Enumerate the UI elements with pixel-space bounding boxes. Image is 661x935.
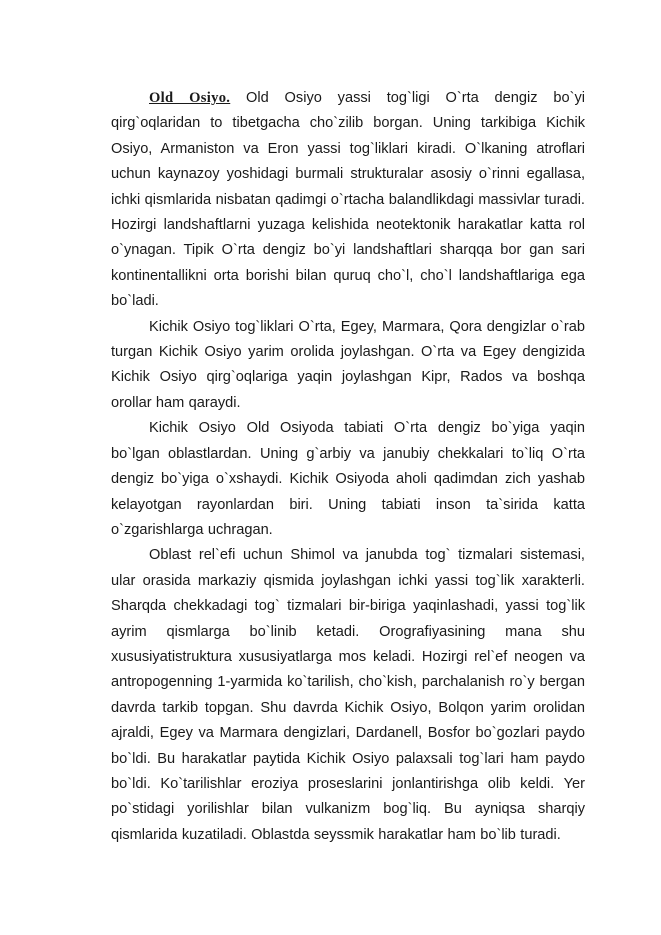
paragraph-text: Old Osiyo yassi tog`ligi O`rta dengiz bo`yi qirg`oqlaridan to tibetgacha cho`zilib borgan. Uning tarkibiga Kichik Osiyo, Armaniston va Eron yassi tog`liklari kiradi. O`lkaning atroflari uchun kaynazoy yoshidagi burmali strukturalar asosiy o`rinni egallasa, ichki qismlarida nisbatan qadimgi o`rtacha balandlikdagi massivlar turadi. Hozirgi landshaftlarni yuzaga kelishida neotektonik harakatlar katta rol o`ynagan. Tipik O`rta dengiz bo`yi landshaftlari sharqqa bor gan sari kontinentallikni orta borishi bilan quruq cho`l, cho`l landshaftlariga ega bo`ladi. [111,90,585,310]
paragraph: Kichik Osiyo Old Osiyoda tabiati O`rta dengiz bo`yiga yaqin bo`lgan oblastlardan. Uning g`arbiy va janubiy chekkalari to`liq O`rta dengiz bo`yiga o`xshaydi. Kichik Osiyoda aholi qadimdan zich yashab kelayotgan rayonlardan biri. Uning tabiati inson ta`sirida katta o`zgarishlarga uchragan. [111,420,585,538]
document-page [111,86,585,848]
paragraph-intro [111,86,585,315]
section-heading: Old Osiyo. [149,90,231,106]
paragraph: Oblast rel`efi uchun Shimol va janubda tog` tizmalari sistemasi, ular orasida markaziy qismida joylashgan ichki yassi tog`lik xarakterli. Sharqda chekkadagi tog` tizmalari bir-biriga yaqinlashadi, yassi tog`lik ayrim qismlarga bo`linib ketadi. Orografiyasining mana shu xususiyatistruktura xususiyatlarga mos keladi. Hozirgi rel`ef neogen va antropogenning 1-yarmida ko`tarilish, cho`kish, parchalanish ro`y bergan davrda tarkib topgan. Shu davrda Kichik Osiyo, Bolqon yarim orolidan ajraldi, Egey va Marmara dengizlari, Dardanell, Bosfor bo`gozlari paydo bo`ldi. Bu harakatlar paytida Kichik Osiyo palaxsali tog`lari ham paydo bo`ldi. Ko`tarilishlar eroziya proseslarini jonlantirishga olib keldi. Yer po`stidagi yorilishlar bilan vulkanizm bog`liq. Bu ayniqsa sharqiy qismlarida kuzatiladi. Oblastda seyssmik harakatlar ham bo`lib turadi. [111,547,585,843]
paragraph: Kichik Osiyo tog`liklari O`rta, Egey, Marmara, Qora dengizlar o`rab turgan Kichik Osiyo yarim orolida joylashgan. O`rta va Egey dengizida Kichik Osiyo qirg`oqlariga yaqin joylashgan Kipr, Rados va boshqa orollar ham qaraydi. [111,318,585,411]
